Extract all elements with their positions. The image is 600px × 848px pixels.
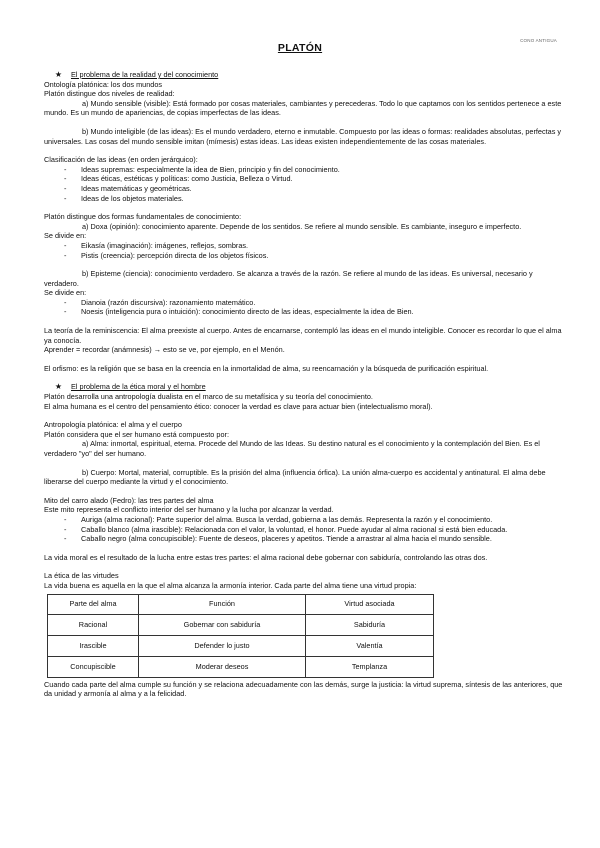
list-doxa xyxy=(44,241,564,260)
subheading-etica-virtudes: La ética de las virtudes xyxy=(44,571,119,581)
table-header-cell: Función xyxy=(139,594,306,614)
paragraph: La vida buena es aquella en la que el alma alcanza la armonía interior. Cada parte del alma tiene una virtud propia: xyxy=(44,580,417,590)
list-item: - Caballo negro (alma concupiscible): Fuente de deseos, placeres y apetitos. Tiende a arrastrar al alma hacia el mundo sensible. xyxy=(44,534,564,544)
table-cell: Templanza xyxy=(306,656,434,677)
table-header-cell: Parte del alma xyxy=(48,594,139,614)
virtues-table xyxy=(47,594,434,678)
paragraph: Platón distingue dos niveles de realidad: xyxy=(44,89,175,99)
paragraph: Aprender = recordar (anámnesis) → esto se ve, por ejemplo, en el Menón. xyxy=(44,345,285,355)
list-episteme xyxy=(44,298,564,317)
paragraph-alma: a) Alma: inmortal, espiritual, eterna. Procede del Mundo de las Ideas. Su destino natural es el conocimiento y la contemplación del Bien. Es el verdadero "yo" del ser humano. xyxy=(44,439,540,458)
page-title: PLATÓN xyxy=(277,42,323,54)
table-cell: Concupiscible xyxy=(48,656,139,677)
subheading-mito: Mito del carro alado (Fedro): las tres partes del alma xyxy=(44,495,214,505)
list-item: - Dianoia (razón discursiva): razonamiento matemático. xyxy=(44,298,564,308)
paragraph-cuerpo: b) Cuerpo: Mortal, material, corruptible. Es la prisión del alma (influencia órfica). La unión alma-cuerpo es accidental y antinatural. El alma debe liberarse del cuerpo mediante la virtud y el conocimiento. xyxy=(44,467,546,487)
list-item: - Auriga (alma racional): Parte superior del alma. Busca la verdad, gobierna a las demás. Representa la razón y el conocimiento. xyxy=(44,515,564,525)
paragraph-reminiscencia: La teoría de la reminiscencia: El alma preexiste al cuerpo. Antes de encarnarse, contempló las ideas en el mundo inteligible. Conocer es recordar lo que el alma ya conocía. xyxy=(44,326,562,345)
table-header-row xyxy=(48,594,434,614)
table-cell: Moderar deseos xyxy=(139,656,306,677)
corner-label: CONO ANTIGUA xyxy=(520,38,557,43)
section-heading-etica: ★ El problema de la ética moral y el hombre xyxy=(44,382,564,392)
paragraph-justicia: Cuando cada parte del alma cumple su función y se relaciona adecuadamente con las demás, surge la justicia: la virtud suprema, síntesis de las anteriores, que da unidad y armonía al alma y a la felicidad. xyxy=(44,679,563,699)
list-item: - Pistis (creencia): percepción directa de los objetos físicos. xyxy=(44,251,564,261)
star-bullet-icon: ★ xyxy=(54,382,62,392)
paragraph-mundo-sensible: a) Mundo sensible (visible): Está formado por cosas materiales, cambiantes y perecederas. Todo lo que captamos con los sentidos pertenece a este mundo. Es un mundo de apariencias, de copias imperfectas de las ideas. xyxy=(44,98,562,118)
star-bullet-icon: ★ xyxy=(54,70,62,79)
list-item: - Ideas supremas: especialmente la idea de Bien, principio y fin del conocimiento. xyxy=(44,165,564,175)
paragraph: Este mito representa el conflicto interior del ser humano y la lucha por alcanzar la verdad. xyxy=(44,505,334,515)
paragraph: Se divide en: xyxy=(44,288,87,298)
list-item: - Ideas matemáticas y geométricas. xyxy=(44,184,564,194)
table-row xyxy=(48,635,434,656)
table-row xyxy=(48,614,434,635)
paragraph: El alma humana es el centro del pensamiento ético: conocer la verdad es clave para actuar bien (intelectualismo moral). xyxy=(44,401,433,411)
table-header-cell: Virtud asociada xyxy=(306,594,434,614)
subheading-antropologia: Antropología platónica: el alma y el cuerpo xyxy=(44,420,182,430)
table-cell: Sabiduría xyxy=(306,614,434,635)
list-mito xyxy=(44,515,564,544)
list-item: - Ideas éticas, estéticas y políticas: como Justicia, Belleza o Virtud. xyxy=(44,174,564,184)
table-cell: Defender lo justo xyxy=(139,635,306,656)
table-cell: Gobernar con sabiduría xyxy=(139,614,306,635)
paragraph-mundo-inteligible: b) Mundo inteligible (de las ideas): Es el mundo verdadero, eterno e inmutable. Compuesto por las ideas o formas: realidades absolutas, perfectas y universales. Las cosas del mundo sensible imitan (mímesis) estas ideas. Las ideas existen independientemente de las cosas materiales. xyxy=(44,126,562,146)
section-heading-realidad: ★ El problema de la realidad y del conocimiento xyxy=(44,70,564,80)
paragraph-episteme: b) Episteme (ciencia): conocimiento verdadero. Se alcanza a través de la razón. Se refiere al mundo de las ideas. Es universal, necesario y verdadero. xyxy=(44,269,533,288)
list-item: - Noesis (inteligencia pura o intuición): conocimiento directo de las ideas, especialmente la idea de Bien. xyxy=(44,307,564,317)
paragraph-vida-moral: La vida moral es el resultado de la lucha entre estas tres partes: el alma racional debe gobernar con sabiduría, controlando las otras dos. xyxy=(44,552,488,562)
table-cell: Valentía xyxy=(306,635,434,656)
paragraph: Platón distingue dos formas fundamentales de conocimiento: xyxy=(44,212,242,222)
paragraph: Platón desarrolla una antropología dualista en el marco de su metafísica y su teoría del conocimiento. xyxy=(44,392,373,402)
list-item: - Ideas de los objetos materiales. xyxy=(44,194,564,204)
paragraph-orfismo: El orfismo: es la religión que se basa en la creencia en la inmortalidad de alma, su reencarnación y la búsqueda de purificación espiritual. xyxy=(44,363,489,373)
table-row xyxy=(48,656,434,677)
paragraph: Se divide en: xyxy=(44,231,87,241)
paragraph-doxa: a) Doxa (opinión): conocimiento aparente. Depende de los sentidos. Se refiere al mundo sensible. Es cambiante, inseguro e imperfecto. xyxy=(82,221,522,231)
table-cell: Racional xyxy=(48,614,139,635)
document-body xyxy=(44,70,564,699)
paragraph: Platón considera que el ser humano está compuesto por: xyxy=(44,429,229,439)
list-item: - Caballo blanco (alma irascible): Relacionada con el valor, la voluntad, el honor. Puede ayudar al alma racional si está bien educada. xyxy=(44,525,564,535)
paragraph: Ontología platónica: los dos mundos xyxy=(44,79,163,89)
table-cell: Irascible xyxy=(48,635,139,656)
list-clasificacion xyxy=(44,165,564,203)
subheading-clasificacion: Clasificación de las ideas (en orden jerárquico): xyxy=(44,155,198,165)
list-item: - Eikasía (imaginación): imágenes, reflejos, sombras. xyxy=(44,241,564,251)
